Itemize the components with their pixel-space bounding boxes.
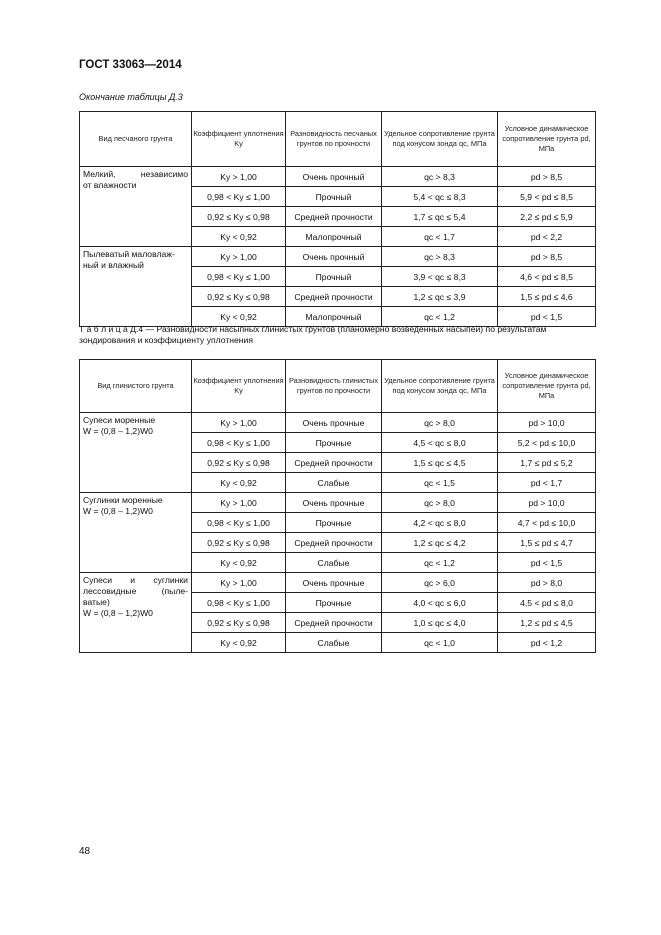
dynamic-resistance-cell: 4,6 < pd ≤ 8,5: [498, 267, 596, 287]
table-continuation-label: Окончание таблицы Д.3: [79, 92, 183, 102]
column-header: Вид глинистого грунта: [80, 360, 192, 413]
cone-resistance-cell: 5,4 < qc ≤ 8,3: [382, 187, 498, 207]
table-d4-clay-soils: [79, 359, 596, 653]
soil-type-cell: [80, 493, 192, 573]
soil-type-line: W = (0,8 – 1,2)W0: [83, 608, 153, 618]
cone-resistance-cell: 1,5 ≤ qc ≤ 4,5: [382, 453, 498, 473]
compaction-coefficient-cell: 0,98 < Kу ≤ 1,00: [192, 513, 286, 533]
compaction-coefficient-cell: Kу > 1,00: [192, 573, 286, 593]
strength-class-cell: Средней прочности: [286, 287, 382, 307]
dynamic-resistance-cell: 5,2 < pd ≤ 10,0: [498, 433, 596, 453]
strength-class-cell: Очень прочный: [286, 167, 382, 187]
column-header: Коэффициент уплотнения Kу: [192, 112, 286, 167]
compaction-coefficient-cell: Kу < 0,92: [192, 553, 286, 573]
strength-class-cell: Средней прочности: [286, 207, 382, 227]
table-row: [80, 573, 596, 593]
cone-resistance-cell: 3,9 < qc ≤ 8,3: [382, 267, 498, 287]
compaction-coefficient-cell: 0,92 ≤ Kу ≤ 0,98: [192, 533, 286, 553]
compaction-coefficient-cell: 0,92 ≤ Kу ≤ 0,98: [192, 287, 286, 307]
dynamic-resistance-cell: 4,7 < pd ≤ 10,0: [498, 513, 596, 533]
strength-class-cell: Средней прочности: [286, 453, 382, 473]
cone-resistance-cell: 4,2 < qc ≤ 8,0: [382, 513, 498, 533]
cone-resistance-cell: 4,5 < qc ≤ 8,0: [382, 433, 498, 453]
page-number: 48: [79, 846, 91, 857]
cone-resistance-cell: qc > 8,3: [382, 167, 498, 187]
soil-type-line: ный и влажный: [83, 260, 144, 270]
soil-type-line: Супеси моренные: [83, 415, 156, 425]
strength-class-cell: Прочные: [286, 593, 382, 613]
strength-class-cell: Малопрочный: [286, 227, 382, 247]
column-header: Разновидность глинистых грунтов по прочности: [286, 360, 382, 413]
compaction-coefficient-cell: 0,98 < Kу ≤ 1,00: [192, 593, 286, 613]
soil-type-line: лессовидные (пыле-: [83, 586, 188, 596]
compaction-coefficient-cell: 0,92 ≤ Kу ≤ 0,98: [192, 453, 286, 473]
cone-resistance-cell: qc > 8,3: [382, 247, 498, 267]
document-header: ГОСТ 33063—2014: [79, 59, 182, 71]
compaction-coefficient-cell: Kу < 0,92: [192, 307, 286, 327]
strength-class-cell: Прочный: [286, 187, 382, 207]
strength-class-cell: Слабые: [286, 473, 382, 493]
cone-resistance-cell: qc < 1,2: [382, 307, 498, 327]
cone-resistance-cell: qc > 8,0: [382, 413, 498, 433]
strength-class-cell: Очень прочные: [286, 413, 382, 433]
compaction-coefficient-cell: Kу < 0,92: [192, 633, 286, 653]
table-row: [80, 167, 596, 187]
compaction-coefficient-cell: 0,98 < Kу ≤ 1,00: [192, 433, 286, 453]
soil-type-cell: [80, 573, 192, 653]
cone-resistance-cell: qc < 1,5: [382, 473, 498, 493]
soil-type-line: от влажности: [83, 180, 137, 190]
strength-class-cell: Малопрочный: [286, 307, 382, 327]
cone-resistance-cell: qc < 1,7: [382, 227, 498, 247]
compaction-coefficient-cell: 0,98 < Kу ≤ 1,00: [192, 267, 286, 287]
cone-resistance-cell: 1,2 ≤ qc ≤ 3,9: [382, 287, 498, 307]
strength-class-cell: Слабые: [286, 633, 382, 653]
column-header: Разновидность песчаных грунтов по прочности: [286, 112, 382, 167]
strength-class-cell: Прочные: [286, 433, 382, 453]
strength-class-cell: Прочные: [286, 513, 382, 533]
soil-type-line: Суглинки моренные: [83, 495, 163, 505]
compaction-coefficient-cell: Kу < 0,92: [192, 473, 286, 493]
strength-class-cell: Очень прочные: [286, 573, 382, 593]
column-header: Вид песчаного грунта: [80, 112, 192, 167]
cone-resistance-cell: qc < 1,2: [382, 553, 498, 573]
column-header: Условное динамическое сопротивление грунта pd, МПа: [498, 360, 596, 413]
cone-resistance-cell: qc < 1,0: [382, 633, 498, 653]
soil-type-line: Супеси и суглинки: [83, 575, 188, 585]
dynamic-resistance-cell: pd > 8,5: [498, 167, 596, 187]
table-d4-caption: Т а б л и ц а Д.4 — Разновидности насыпных глинистых грунтов (планомерно возведенных насыпей) по результатам зондирования и коэффициенту уплотнения: [79, 324, 547, 345]
cone-resistance-cell: qc > 8,0: [382, 493, 498, 513]
column-header: Удельное сопротивление грунта под конусом зонда qc, МПа: [382, 360, 498, 413]
dynamic-resistance-cell: 2,2 ≤ pd ≤ 5,9: [498, 207, 596, 227]
dynamic-resistance-cell: pd > 8,0: [498, 573, 596, 593]
column-header: Удельное сопротивление грунта под конусом зонда qc, МПа: [382, 112, 498, 167]
soil-type-line: Пылеватый маловлаж-: [83, 249, 175, 259]
compaction-coefficient-cell: 0,92 ≤ Kу ≤ 0,98: [192, 207, 286, 227]
strength-class-cell: Средней прочности: [286, 613, 382, 633]
compaction-coefficient-cell: 0,98 < Kу ≤ 1,00: [192, 187, 286, 207]
dynamic-resistance-cell: pd < 1,2: [498, 633, 596, 653]
soil-type-cell: [80, 167, 192, 247]
column-header: Условное динамическое сопротивление грунта pd, МПа: [498, 112, 596, 167]
dynamic-resistance-cell: pd > 10,0: [498, 413, 596, 433]
soil-type-line: W = (0,8 – 1,2)W0: [83, 426, 153, 436]
dynamic-resistance-cell: 4,5 < pd ≤ 8,0: [498, 593, 596, 613]
dynamic-resistance-cell: pd > 8,5: [498, 247, 596, 267]
column-header: Коэффициент уплотнения Kу: [192, 360, 286, 413]
table-row: [80, 247, 596, 267]
soil-type-cell: [80, 247, 192, 327]
cone-resistance-cell: 1,0 ≤ qc ≤ 4,0: [382, 613, 498, 633]
strength-class-cell: Средней прочности: [286, 533, 382, 553]
strength-class-cell: Очень прочный: [286, 247, 382, 267]
compaction-coefficient-cell: 0,92 ≤ Kу ≤ 0,98: [192, 613, 286, 633]
strength-class-cell: Слабые: [286, 553, 382, 573]
compaction-coefficient-cell: Kу > 1,00: [192, 167, 286, 187]
dynamic-resistance-cell: 5,9 < pd ≤ 8,5: [498, 187, 596, 207]
soil-type-line: ватые): [83, 597, 110, 607]
dynamic-resistance-cell: 1,7 ≤ pd ≤ 5,2: [498, 453, 596, 473]
cone-resistance-cell: 4,0 < qc ≤ 6,0: [382, 593, 498, 613]
table-d3-sand-soils: [79, 111, 596, 327]
dynamic-resistance-cell: 1,2 ≤ pd ≤ 4,5: [498, 613, 596, 633]
strength-class-cell: Очень прочные: [286, 493, 382, 513]
table-row: [80, 493, 596, 513]
cone-resistance-cell: 1,7 ≤ qc ≤ 5,4: [382, 207, 498, 227]
dynamic-resistance-cell: pd < 1,7: [498, 473, 596, 493]
dynamic-resistance-cell: pd < 1,5: [498, 307, 596, 327]
cone-resistance-cell: qc > 6,0: [382, 573, 498, 593]
compaction-coefficient-cell: Kу > 1,00: [192, 247, 286, 267]
soil-type-line: W = (0,8 – 1,2)W0: [83, 506, 153, 516]
compaction-coefficient-cell: Kу > 1,00: [192, 493, 286, 513]
table-row: [80, 413, 596, 433]
dynamic-resistance-cell: 1,5 ≤ pd ≤ 4,7: [498, 533, 596, 553]
dynamic-resistance-cell: pd > 10,0: [498, 493, 596, 513]
cone-resistance-cell: 1,2 ≤ qc ≤ 4,2: [382, 533, 498, 553]
dynamic-resistance-cell: pd < 2,2: [498, 227, 596, 247]
compaction-coefficient-cell: Kу > 1,00: [192, 413, 286, 433]
compaction-coefficient-cell: Kу < 0,92: [192, 227, 286, 247]
soil-type-line: Мелкий, независимо: [83, 169, 188, 179]
dynamic-resistance-cell: 1,5 ≤ pd ≤ 4,6: [498, 287, 596, 307]
soil-type-cell: [80, 413, 192, 493]
strength-class-cell: Прочный: [286, 267, 382, 287]
dynamic-resistance-cell: pd < 1,5: [498, 553, 596, 573]
